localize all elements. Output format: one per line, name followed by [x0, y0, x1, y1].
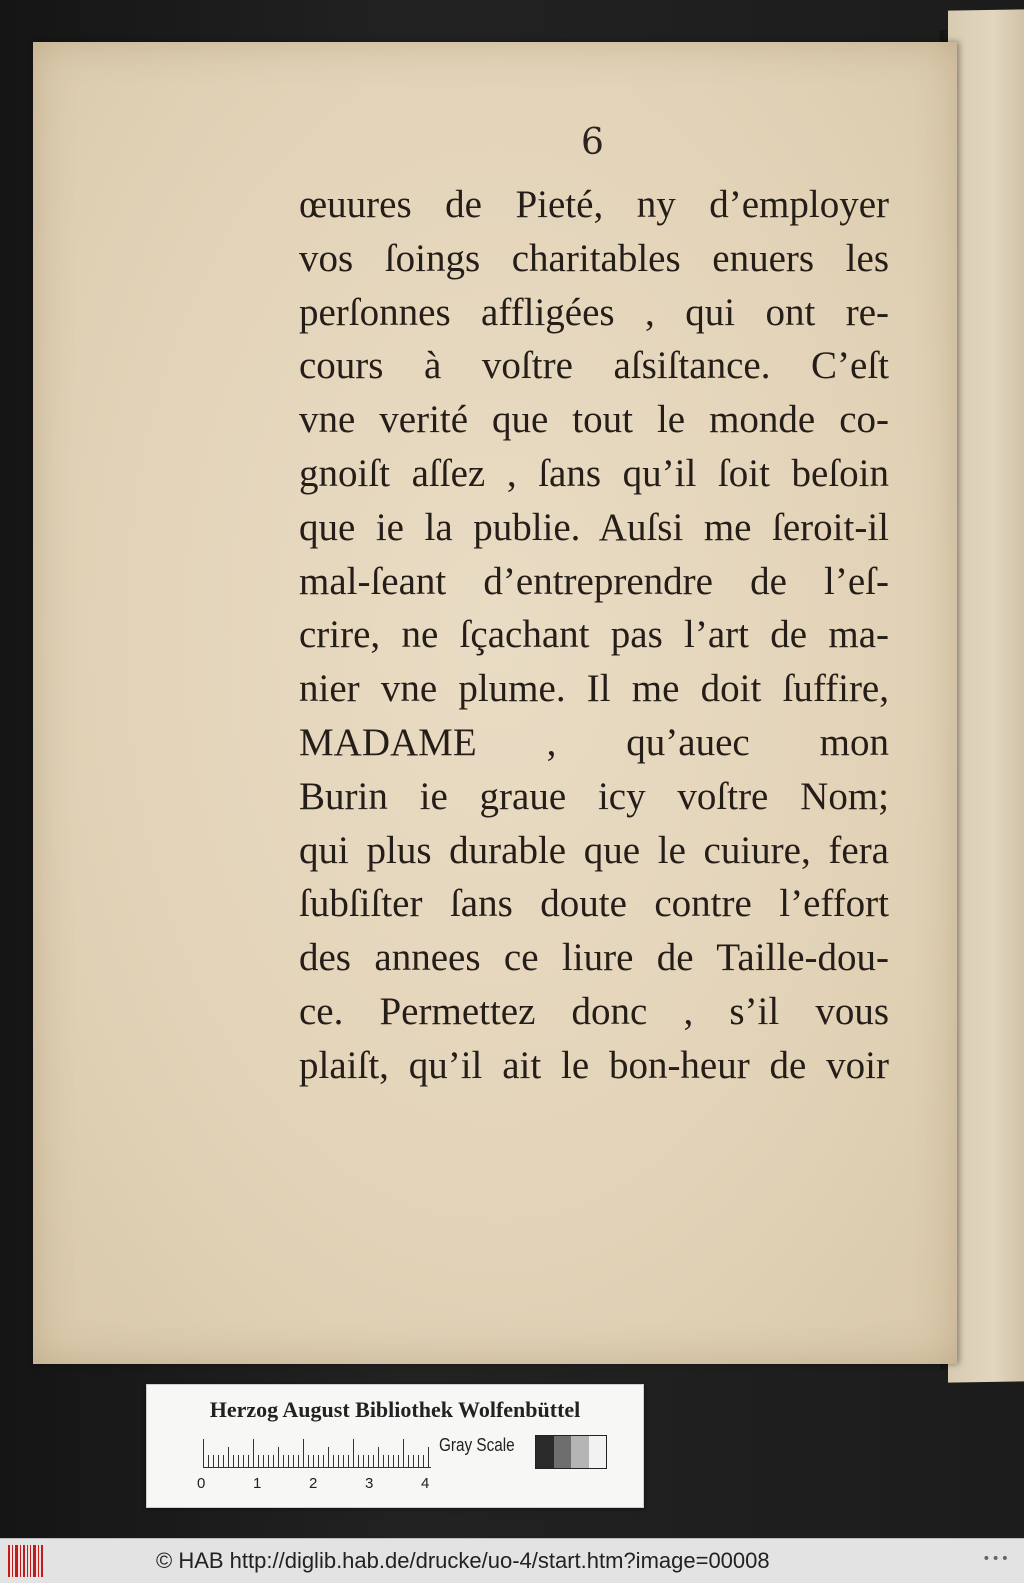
- barcode-stripe: [27, 1545, 28, 1577]
- text-line: Burin ie graue icy voſtre Nom;: [299, 774, 889, 818]
- barcode-stripe: [8, 1545, 10, 1577]
- ruler-tick: [418, 1455, 419, 1467]
- library-label-card: [146, 1384, 644, 1508]
- ruler-tick: [308, 1455, 309, 1467]
- library-name: Herzog August Bibliothek Wolfenbüttel: [209, 1397, 581, 1422]
- barcode-stripe: [38, 1545, 39, 1577]
- ruler-tick: [263, 1455, 264, 1467]
- ruler-tick: [273, 1455, 274, 1467]
- ruler-tick: [223, 1455, 224, 1467]
- ruler-tick: [213, 1455, 214, 1467]
- ruler-tick: [343, 1455, 344, 1467]
- ruler-tick: [243, 1455, 244, 1467]
- grayscale-bar: [535, 1435, 607, 1469]
- copyright-url[interactable]: © HAB http://diglib.hab.de/drucke/uo-4/start.htm?image=00008: [156, 1548, 770, 1573]
- ruler-tick: [303, 1439, 304, 1467]
- ruler-number: 4: [421, 1475, 430, 1492]
- ruler-number: 1: [253, 1475, 262, 1492]
- ruler-tick: [378, 1447, 379, 1467]
- ruler-tick: [353, 1439, 354, 1467]
- ruler-tick: [203, 1439, 204, 1467]
- ruler-tick: [318, 1455, 319, 1467]
- ruler-tick: [333, 1455, 334, 1467]
- text-line: cours à voſtre aſsiſtance. C’eſt: [299, 344, 889, 388]
- ruler-tick: [363, 1455, 364, 1467]
- text-line: ce. Permettez donc , s’il vous: [299, 989, 889, 1033]
- ruler-tick: [398, 1455, 399, 1467]
- ruler-tick: [268, 1455, 269, 1467]
- ruler-tick: [228, 1447, 229, 1467]
- ruler-tick: [253, 1439, 254, 1467]
- page-text: [299, 178, 889, 1093]
- ruler-tick: [428, 1447, 429, 1467]
- text-line: perſonnes affligées , qui ont re-: [299, 290, 889, 334]
- ruler-tick: [368, 1455, 369, 1467]
- text-line: qui plus durable que le cuiure, fera: [299, 828, 889, 872]
- barcode-stripe: [41, 1545, 43, 1577]
- grayscale-swatch: [571, 1436, 589, 1468]
- barcode-stripe: [30, 1545, 31, 1577]
- ruler-tick: [208, 1455, 209, 1467]
- text-line: vos ſoings charitables enuers les: [299, 236, 889, 280]
- more-dots-icon[interactable]: •••: [982, 1551, 1010, 1567]
- barcode-stripe: [15, 1545, 18, 1577]
- text-line: nier vne plume. Il me doit ſuffire,: [299, 667, 889, 711]
- text-line: plaiſt, qu’il ait le bon-heur de voir: [299, 1043, 889, 1087]
- text-line: ſubſiſter ſans doute contre l’effort: [299, 882, 889, 926]
- text-line: des annees ce liure de Taille-dou-: [299, 936, 889, 980]
- ruler-number: 3: [365, 1475, 374, 1492]
- ruler-tick: [393, 1455, 394, 1467]
- grayscale-swatch: [536, 1436, 554, 1468]
- text-line: MADAME , qu’auec mon: [299, 720, 889, 764]
- ruler-numbers: [197, 1475, 457, 1495]
- ruler-tick: [278, 1447, 279, 1467]
- ruler-tick: [238, 1455, 239, 1467]
- text-line: crire, ne ſçachant pas l’art de ma-: [299, 613, 889, 657]
- ruler-tick: [218, 1455, 219, 1467]
- ruler-tick: [298, 1455, 299, 1467]
- scale-ruler: [203, 1437, 431, 1468]
- hab-barcode-logo-icon[interactable]: [8, 1545, 44, 1577]
- ruler-tick: [383, 1455, 384, 1467]
- status-bar: [0, 1538, 1024, 1583]
- ruler-tick: [258, 1455, 259, 1467]
- barcode-stripe: [12, 1545, 13, 1577]
- barcode-stripe: [23, 1545, 25, 1577]
- ruler-tick: [288, 1455, 289, 1467]
- text-line: vne verité que tout le monde co-: [299, 398, 889, 442]
- barcode-stripe: [33, 1545, 36, 1577]
- ruler-tick: [373, 1455, 374, 1467]
- ruler-tick: [358, 1455, 359, 1467]
- ruler-tick: [388, 1455, 389, 1467]
- text-line: que ie la publie. Auſsi me ſeroit-il: [299, 505, 889, 549]
- ruler-tick: [323, 1455, 324, 1467]
- facing-page-edge: [948, 9, 1024, 1382]
- page-number: 6: [581, 122, 605, 163]
- book-page: [33, 42, 957, 1364]
- grayscale-label: Gray Scale: [439, 1435, 515, 1455]
- ruler-tick: [403, 1439, 404, 1467]
- text-line: mal-ſeant d’entreprendre de l’eſ-: [299, 559, 889, 603]
- ruler-number: 2: [309, 1475, 318, 1492]
- ruler-number: 0: [197, 1475, 206, 1492]
- grayscale-swatch: [589, 1436, 607, 1468]
- ruler-tick: [348, 1455, 349, 1467]
- ruler-tick: [423, 1455, 424, 1467]
- grayscale-swatch: [554, 1436, 572, 1468]
- ruler-tick: [338, 1455, 339, 1467]
- ruler-tick: [233, 1455, 234, 1467]
- ruler-tick: [313, 1455, 314, 1467]
- ruler-tick: [248, 1455, 249, 1467]
- ruler-tick: [283, 1455, 284, 1467]
- ruler-tick: [408, 1455, 409, 1467]
- ruler-tick: [328, 1447, 329, 1467]
- text-line: œuures de Pieté, ny d’employer: [299, 183, 889, 226]
- ruler-tick: [413, 1455, 414, 1467]
- text-line: gnoiſt aſſez , ſans qu’il ſoit beſoin: [299, 451, 889, 495]
- ruler-tick: [293, 1455, 294, 1467]
- barcode-stripe: [20, 1545, 21, 1577]
